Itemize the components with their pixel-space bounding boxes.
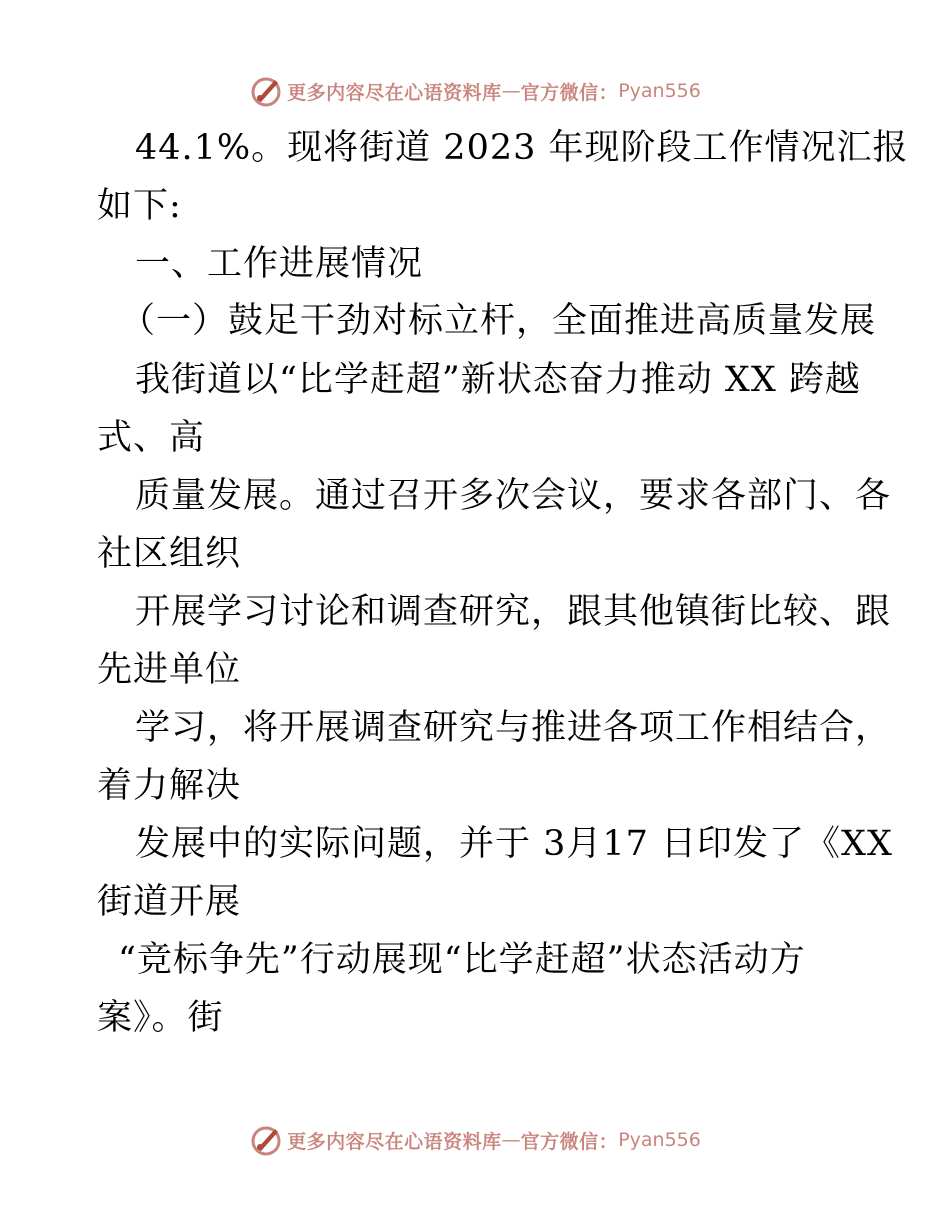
body-line: 先进单位	[97, 650, 242, 690]
watermark-contact-label: 官方微信：	[520, 1130, 619, 1153]
body-line: 开展学习讨论和调查研究，跟其他镇街比较、跟	[135, 592, 892, 632]
body-line: 案》。街	[97, 998, 224, 1038]
section-heading: 一、工作进展情况	[135, 244, 424, 284]
body-line: 式、高	[97, 418, 206, 458]
footer-watermark	[0, 1120, 950, 1160]
watermark-contact-id: Pyan556	[618, 1129, 701, 1151]
watermark-contact-label: 官方微信：	[520, 81, 619, 104]
watermark-brand-text: 更多内容尽在心语资料库	[287, 81, 502, 104]
watermark-contact-id: Pyan556	[618, 80, 701, 102]
body-line: 学习，将开展调查研究与推进各项工作相结合，	[135, 708, 892, 748]
body-line: 街道开展	[97, 882, 242, 922]
body-line: 如下:	[97, 186, 182, 226]
body-line: 我街道以“比学赶超”新状态奋力推动 XX 跨越	[135, 360, 861, 400]
quill-logo-icon	[249, 74, 283, 108]
body-line: 着力解决	[97, 766, 242, 806]
watermark-dash: —	[501, 80, 521, 102]
body-line: 发展中的实际问题，并于 3月17 日印发了《XX	[135, 824, 893, 864]
body-line: “竞标争先”行动展现“比学赶超”状态活动方	[118, 940, 806, 980]
watermark-dash: —	[501, 1129, 521, 1151]
body-line: 质量发展。通过召开多次会议，要求各部门、各	[135, 476, 892, 516]
watermark-brand-text: 更多内容尽在心语资料库	[287, 1130, 502, 1153]
subsection-heading: （一）鼓足干劲对标立杆，全面推进高质量发展	[120, 301, 877, 341]
body-line: 社区组织	[97, 534, 242, 574]
quill-logo-icon	[249, 1123, 283, 1157]
header-watermark	[0, 71, 950, 111]
body-line: 44.1%。现将街道 2023 年现阶段工作情况汇报	[135, 128, 909, 168]
